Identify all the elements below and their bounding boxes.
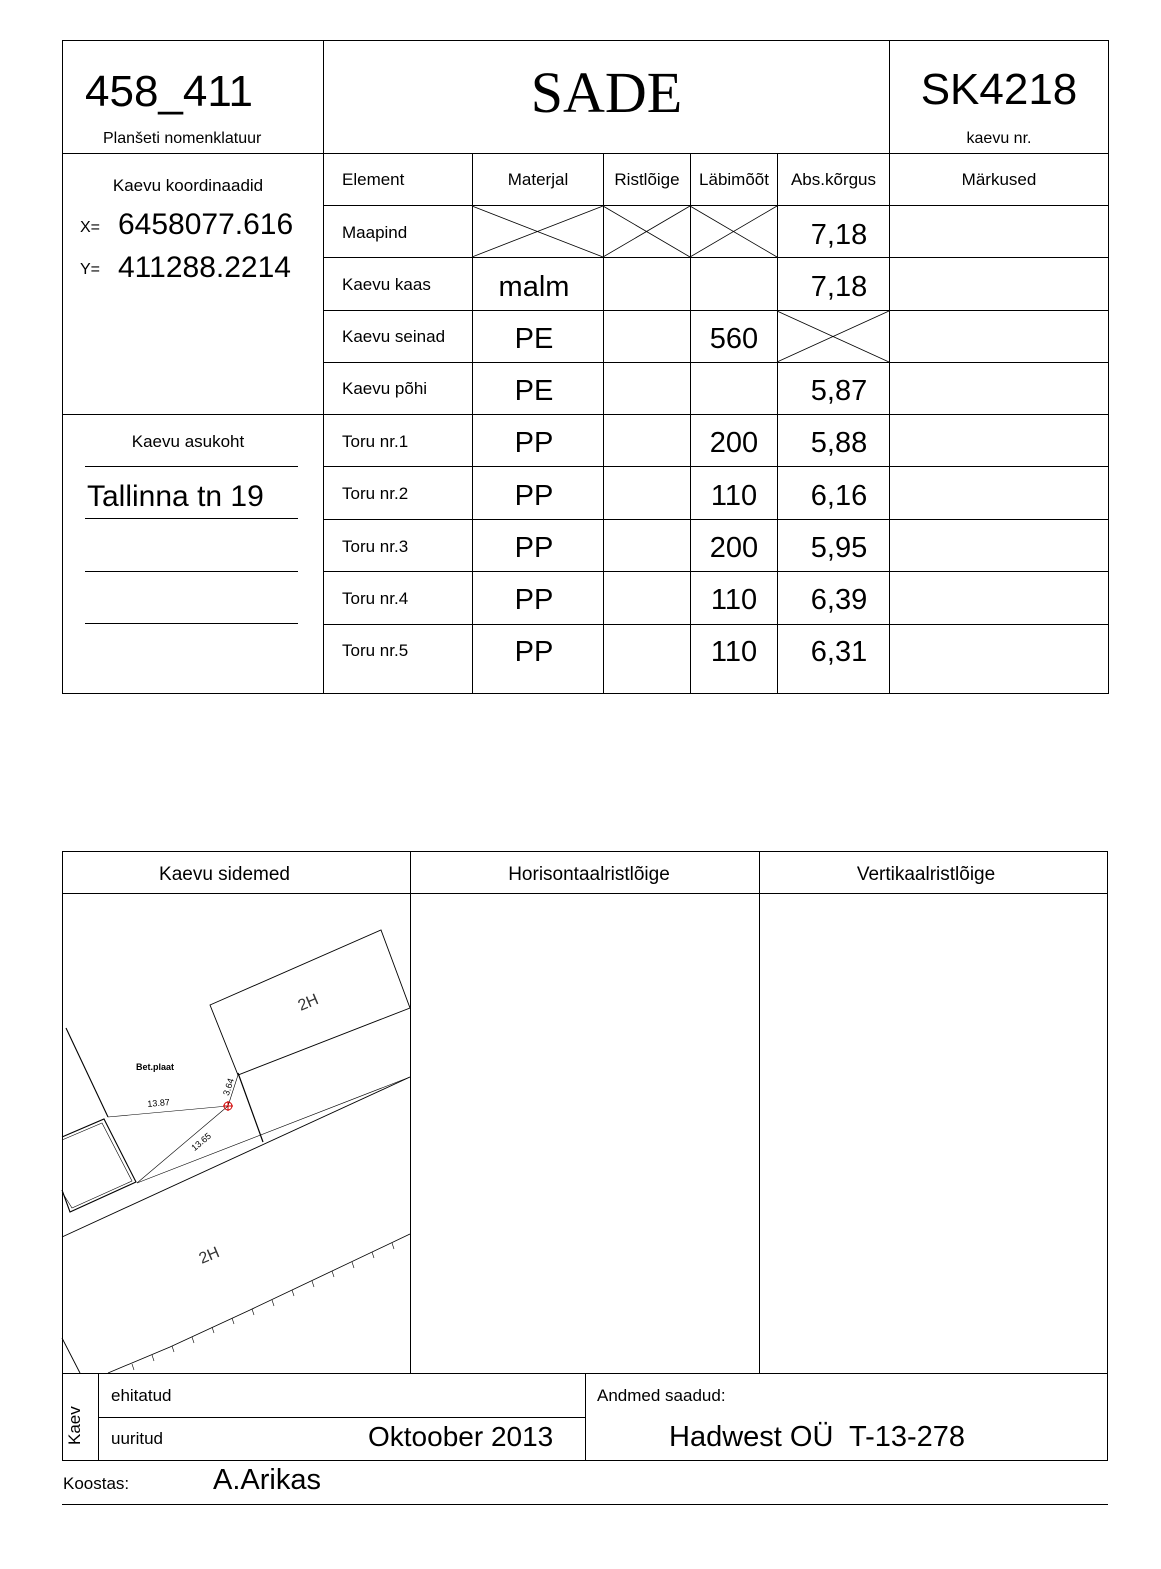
source-label: Andmed saadud: xyxy=(597,1386,726,1405)
x-prefix: X= xyxy=(80,219,101,236)
location-label: Kaevu asukoht xyxy=(131,432,245,451)
col-header-korgus: Abs.kõrgus xyxy=(790,170,877,189)
cell-korgus: 6,16 xyxy=(810,480,868,512)
street-edge-upper xyxy=(62,1077,410,1237)
building-wall xyxy=(238,1073,263,1142)
fence-hatching xyxy=(132,1243,394,1370)
measure-line-2 xyxy=(137,1106,228,1183)
well-number: SK4218 xyxy=(920,65,1078,114)
cell-labimoot: 200 xyxy=(709,532,759,564)
building-label: 2H xyxy=(295,991,322,1015)
cell-korgus: 5,88 xyxy=(810,427,868,459)
cell-materjal: PP xyxy=(514,584,554,616)
page-title: SADE xyxy=(530,60,683,125)
cell-labimoot: 110 xyxy=(710,584,758,616)
author-label: Koostas: xyxy=(63,1474,130,1493)
cell-element: Toru nr.2 xyxy=(342,484,409,503)
y-prefix: Y= xyxy=(80,261,101,278)
street-edge-mid xyxy=(137,1077,410,1183)
dimension-label: 3.64 xyxy=(221,1077,236,1097)
section-header-horisontaal: Horisontaalristlõige xyxy=(508,864,670,885)
fence-line xyxy=(108,1234,410,1373)
well-label: kaevu nr. xyxy=(966,130,1032,147)
dimension-label: 13.87 xyxy=(146,1097,171,1109)
cell-element: Maapind xyxy=(342,223,408,242)
cell-korgus: 5,87 xyxy=(810,375,868,407)
street-label: 2H xyxy=(196,1244,223,1268)
cell-element: Kaevu kaas xyxy=(342,275,431,294)
location-line-1: Tallinna tn 19 xyxy=(87,480,264,513)
x-coordinate: 6458077.616 xyxy=(118,208,294,241)
cell-materjal: PP xyxy=(514,480,554,512)
cell-element: Toru nr.4 xyxy=(342,589,409,608)
well-marker-icon xyxy=(223,1101,233,1111)
cell-element: Kaevu seinad xyxy=(342,327,446,346)
cell-element: Toru nr.3 xyxy=(342,537,409,556)
col-header-materjal: Materjal xyxy=(507,170,569,189)
surveyed-value: Oktoober 2013 xyxy=(368,1421,554,1452)
source-value: Hadwest OÜ T-13-278 xyxy=(669,1421,966,1453)
col-header-markused: Märkused xyxy=(961,170,1037,189)
built-label: ehitatud xyxy=(111,1386,172,1405)
cell-korgus: 5,95 xyxy=(810,532,868,564)
cell-korgus: 7,18 xyxy=(810,271,868,303)
col-header-element: Element xyxy=(342,170,405,189)
cell-labimoot: 110 xyxy=(710,636,758,668)
plate-label: Bet.plaat xyxy=(136,1062,175,1072)
cell-materjal: PP xyxy=(514,532,554,564)
measure-line-1 xyxy=(108,1106,228,1117)
cell-materjal: malm xyxy=(498,271,570,303)
dimension-label: 13.65 xyxy=(189,1130,214,1153)
coordinates-label: Kaevu koordinaadid xyxy=(112,176,264,195)
cell-element: Kaevu põhi xyxy=(342,379,428,398)
section-header-vertikaal: Vertikaalristlõige xyxy=(856,864,996,885)
cell-materjal: PE xyxy=(514,323,554,355)
concrete-plate xyxy=(62,1119,136,1212)
section-header-sidemed: Kaevu sidemed xyxy=(159,864,290,885)
surveyed-label: uuritud xyxy=(111,1429,163,1448)
cell-labimoot: 110 xyxy=(710,480,758,512)
col-header-ristloige: Ristlõige xyxy=(614,170,680,189)
cell-labimoot: 560 xyxy=(709,323,759,355)
bottom-grid xyxy=(62,851,1108,1505)
cell-korgus: 6,31 xyxy=(810,636,868,668)
y-coordinate: 411288.2214 xyxy=(118,251,291,284)
author-value: A.Arikas xyxy=(213,1464,321,1496)
sheet-number: 458_411 xyxy=(85,67,254,116)
side-label: Kaev xyxy=(65,1406,84,1445)
sheet-label: Planšeti nomenklatuur xyxy=(103,130,262,147)
cell-element: Toru nr.1 xyxy=(342,432,409,451)
cell-labimoot: 200 xyxy=(709,427,759,459)
cell-element: Toru nr.5 xyxy=(342,641,409,660)
col-header-labimoot: Läbimõõt xyxy=(699,170,769,189)
cell-materjal: PP xyxy=(514,427,554,459)
cell-korgus: 6,39 xyxy=(810,584,868,616)
cell-materjal: PE xyxy=(514,375,554,407)
cell-korgus: 7,18 xyxy=(810,219,868,251)
site-sketch xyxy=(62,930,410,1373)
cell-materjal: PP xyxy=(514,636,554,668)
